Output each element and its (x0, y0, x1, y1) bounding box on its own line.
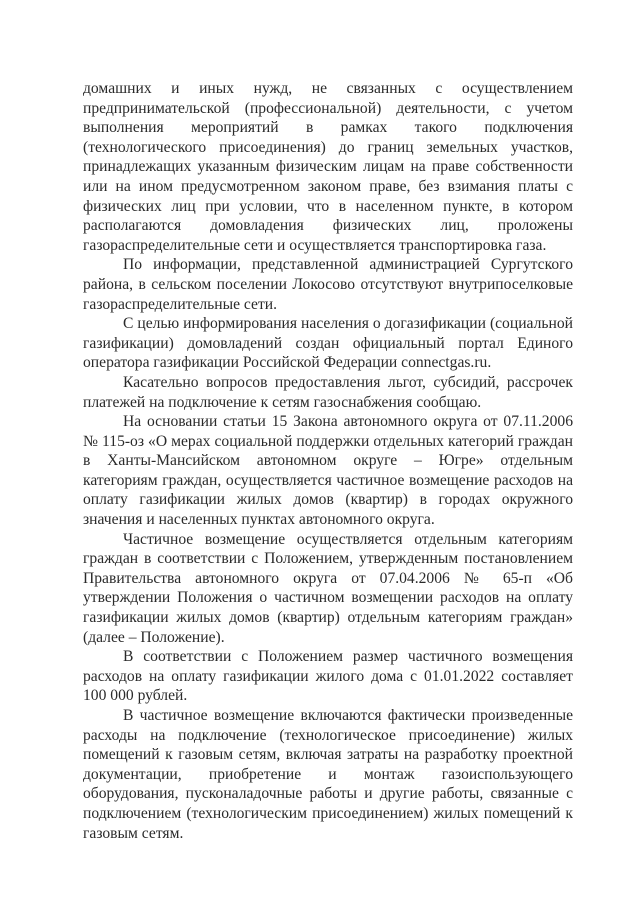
paragraph-regulation-65p: Частичное возмещение осуществляется отдельным категориям граждан в соответствии с Положением, утвержденным постановлением Правительства автономного округа от 07.04.2006 № 65-п «Об утверждении Положения о частичном возмещении расходов на оплату газификации жилых домов (квартир) отдельным категориям граждан» (далее – Положение). (83, 530, 573, 646)
paragraph-benefits-question: Касательно вопросов предоставления льгот, субсидий, рассрочек платежей на подключение к сетям газоснабжения сообщаю. (83, 373, 573, 411)
paragraph-included-expenses: В частичное возмещение включаются фактически произведенные расходы на подключение (технологическое присоединение) жилых помещений к газовым сетям, включая затраты на разработку проектной документации, приобретение и монтаж газоиспользующего оборудования, пусконаладочные работы и другие работы, связанные с подключением (технологическим присоединением) жилых помещений к газовым сетям. (83, 707, 573, 842)
paragraph-compensation-amount: В соответствии с Положением размер частичного возмещения расходов на оплату газификации жилого дома с 01.01.2022 составляет 100 000 рублей. (83, 648, 573, 705)
paragraph-law-article-15: На основании статьи 15 Закона автономного округа от 07.11.2006 № 115-оз «О мерах социальной поддержки отдельных категорий граждан в Ханты-Мансийском автономном округе – Югре» отдельным категориям граждан, осуществляется частичное возмещение расходов на оплату газификации жилых домов (квартир) в городах окружного значения и населенных пунктах автономного округа. (83, 413, 573, 529)
paragraph-connectgas-portal: С целью информирования населения о догазификации (социальной газификации) домовладений создан официальный портал Единого оператора газификации Российской Федерации connectgas.ru. (83, 315, 573, 372)
document-page (83, 79, 573, 843)
paragraph-continued-gas-connection: домашних и иных нужд, не связанных с осуществлением предпринимательской (профессиональной) деятельности, с учетом выполнения мероприятий в рамках такого подключения (технологического присоединения) до границ земельных участков, принадлежащих указанным физическим лицам на праве собственности или на ином предусмотренном законом праве, без взимания платы с физических лиц при условии, что в населенном пункте, в котором располагаются домовладения физических лиц, проложены газораспределительные сети и осуществляется транспортировка газа. (83, 80, 573, 254)
paragraph-surgut-district-info: По информации, представленной администрацией Сургутского района, в сельском поселении Локосово отсутствуют внутрипоселковые газораспределительные сети. (83, 256, 573, 313)
